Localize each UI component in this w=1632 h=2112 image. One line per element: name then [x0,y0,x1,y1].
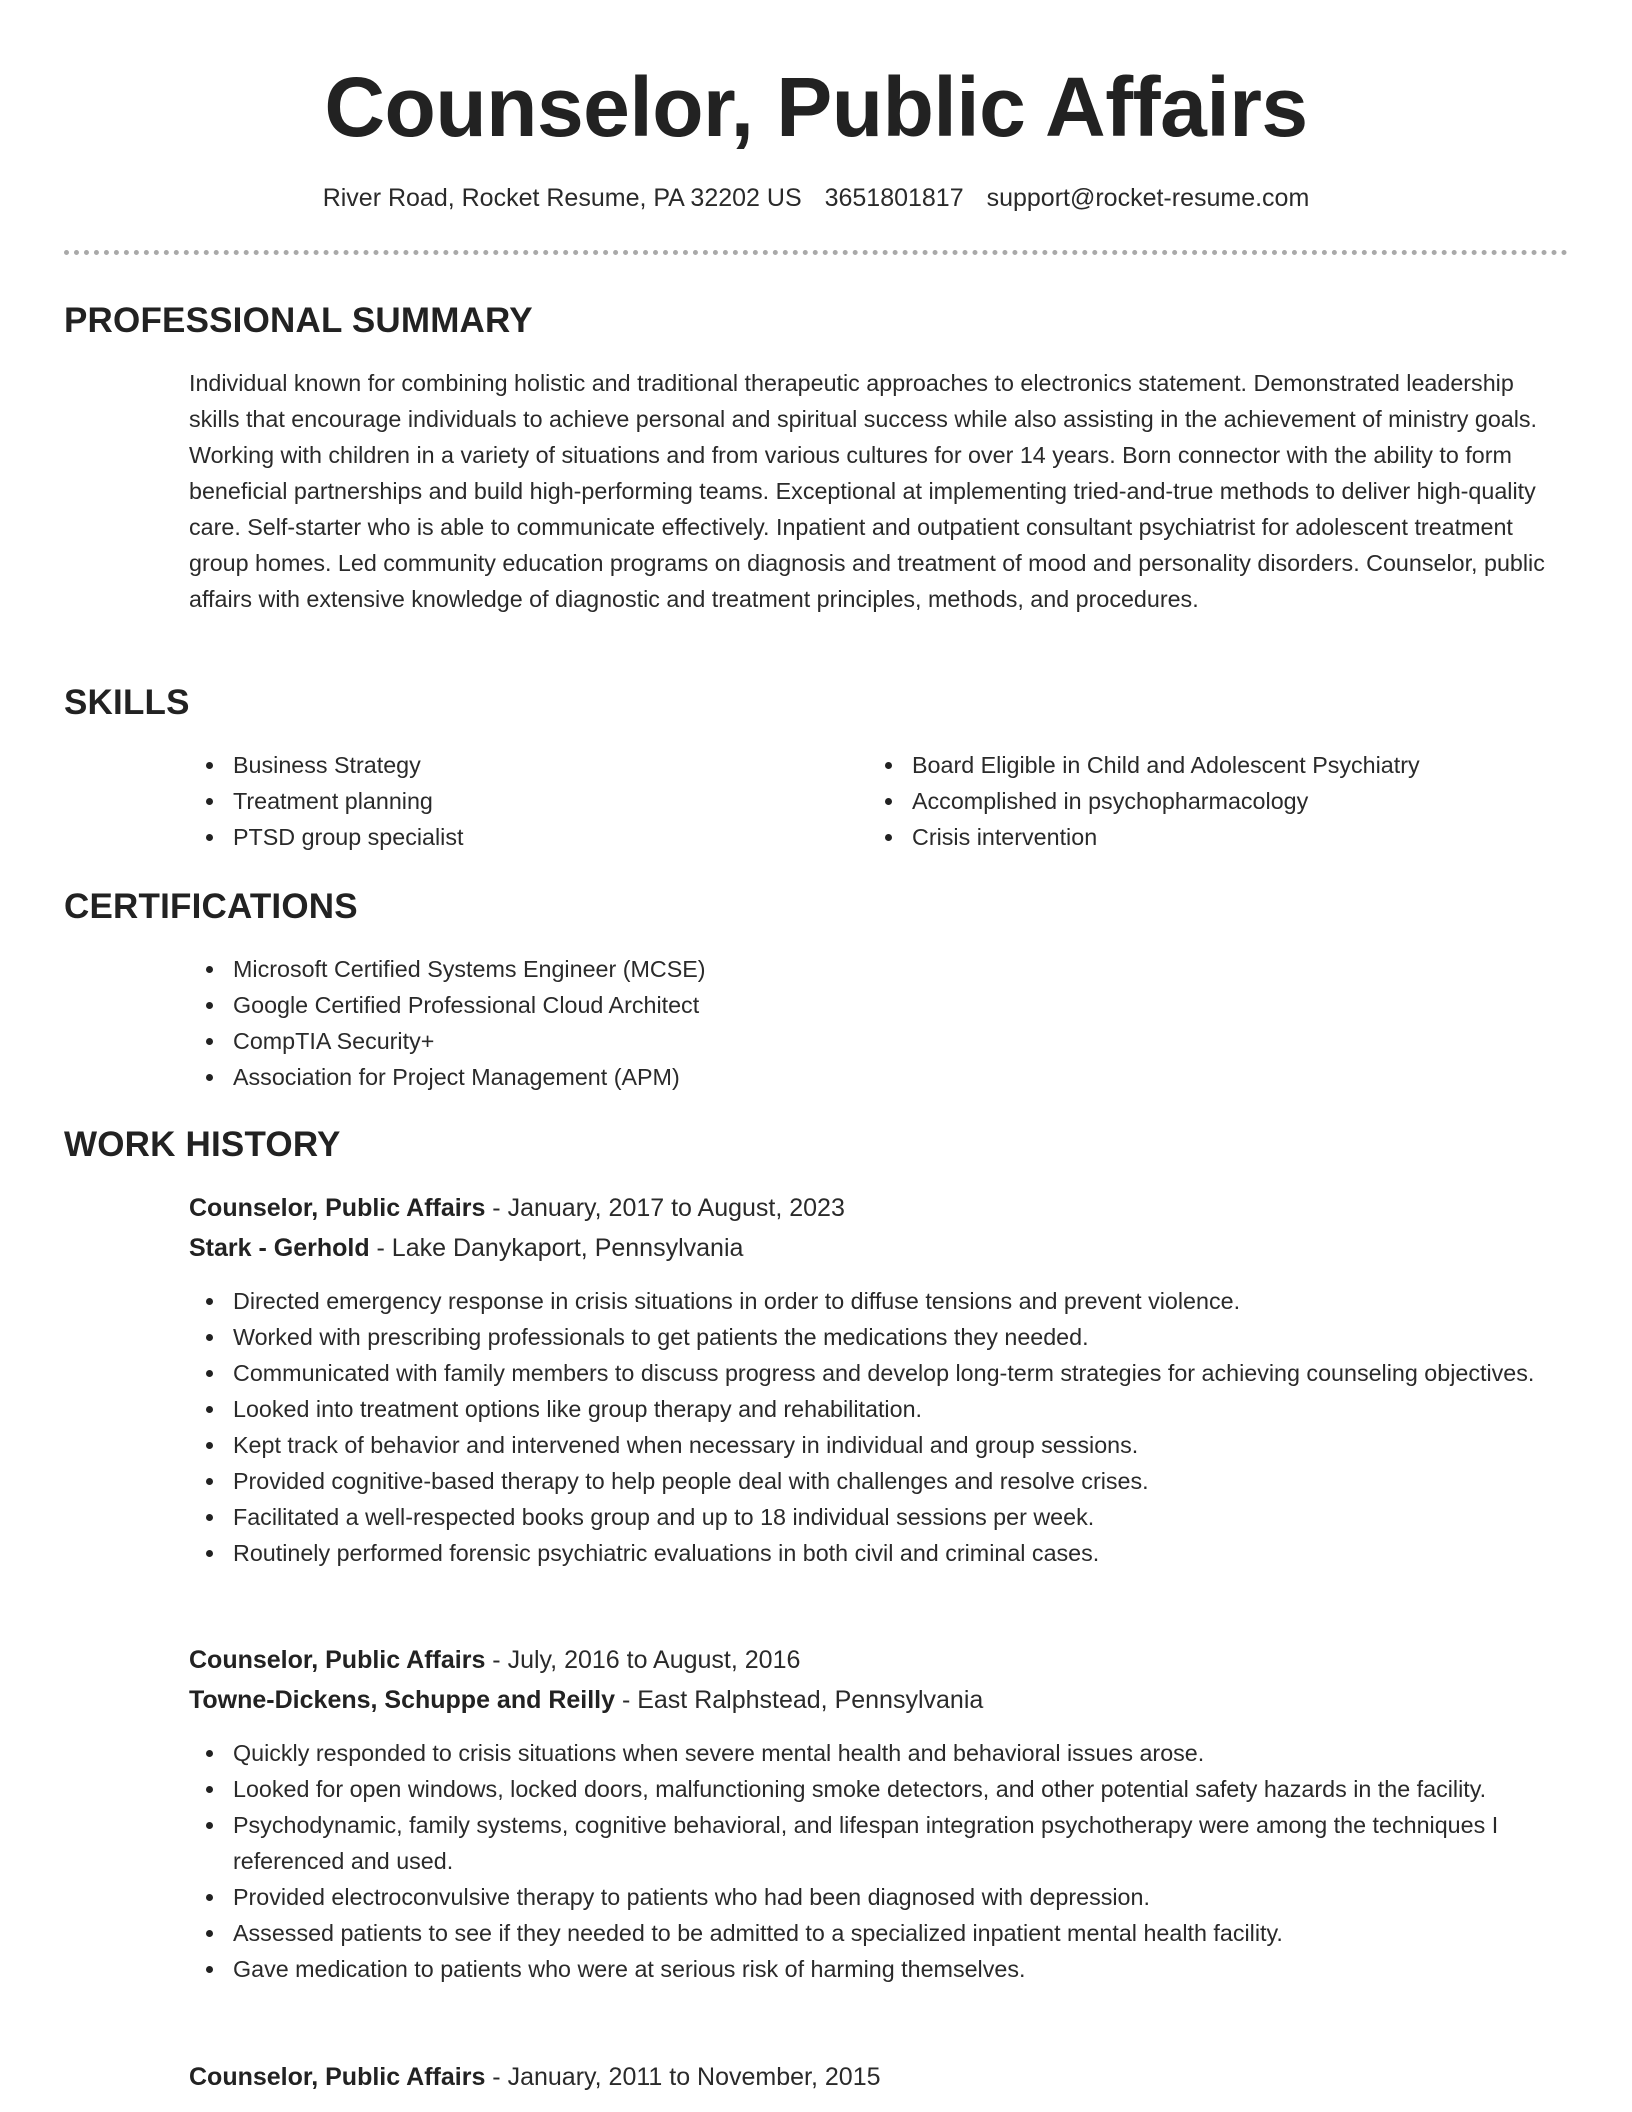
job-role: Counselor, Public Affairs [189,1194,486,1222]
job-duties-list [189,1283,1569,1571]
job-duty-item: Looked into treatment options like group therapy and rehabilitation. [189,1391,1569,1427]
job-duty-item: Communicated with family members to discuss progress and develop long-term strategies for achieving counseling objectives. [189,1355,1569,1391]
job-title-line [189,1190,845,1226]
job-duty-item: Gave medication to patients who were at serious risk of harming themselves. [189,1951,1569,1987]
job-location: - East Ralphstead, Pennsylvania [615,1686,984,1714]
job-duty-item: Looked for open windows, locked doors, malfunctioning smoke detectors, and other potential safety hazards in the facility. [189,1771,1569,1807]
resume-name: Counselor, Public Affairs [324,60,1308,154]
job-company-line [189,1230,743,1266]
contact-address: River Road, Rocket Resume, PA 32202 US [322,184,802,212]
job-company: Towne-Dickens, Schuppe and Reilly [189,1686,616,1714]
certification-item: Google Certified Professional Cloud Architect [189,987,1569,1023]
certification-item: CompTIA Security+ [189,1023,1569,1059]
job-duty-item: Psychodynamic, family systems, cognitive behavioral, and lifespan integration psychotherapy were among the techniques I referenced and used. [189,1807,1569,1879]
skill-item: Business Strategy [189,747,829,783]
certifications-heading: CERTIFICATIONS [64,887,358,926]
certifications-list [189,951,1569,1095]
skill-item: PTSD group specialist [189,819,829,855]
job-duty-item: Assessed patients to see if they needed to be admitted to a specialized inpatient mental health facility. [189,1915,1569,1951]
skills-list-left [189,747,829,855]
job-duty-item: Provided electroconvulsive therapy to patients who had been diagnosed with depression. [189,1879,1569,1915]
job-company-line [189,1682,983,1718]
job-duty-item: Routinely performed forensic psychiatric evaluations in both civil and criminal cases. [189,1535,1569,1571]
skills-heading: SKILLS [64,683,190,722]
job-dates: - January, 2011 to November, 2015 [485,2063,881,2091]
work-history-heading: WORK HISTORY [64,1125,341,1164]
contact-phone: 3651801817 [824,184,964,212]
job-role: Counselor, Public Affairs [189,1646,486,1674]
job-location: - Lake Danykaport, Pennsylvania [369,1234,744,1262]
skill-item: Crisis intervention [868,819,1568,855]
summary-heading: PROFESSIONAL SUMMARY [64,301,533,340]
contact-line [0,180,1632,216]
job-duty-item: Directed emergency response in crisis situations in order to diffuse tensions and prevent violence. [189,1283,1569,1319]
job-role: Counselor, Public Affairs [189,2063,486,2091]
job-title-line [189,2059,881,2095]
skill-item: Board Eligible in Child and Adolescent Psychiatry [868,747,1568,783]
header-divider [64,250,1568,255]
job-title-line [189,1642,800,1678]
skills-list-right [868,747,1568,855]
job-duty-item: Quickly responded to crisis situations when severe mental health and behavioral issues arose. [189,1735,1569,1771]
certification-item: Microsoft Certified Systems Engineer (MCSE) [189,951,1569,987]
job-duties-list [189,1735,1569,1987]
job-duty-item: Facilitated a well-respected books group and up to 18 individual sessions per week. [189,1499,1569,1535]
job-duty-item: Worked with prescribing professionals to get patients the medications they needed. [189,1319,1569,1355]
certification-item: Association for Project Management (APM) [189,1059,1569,1095]
job-duty-item: Kept track of behavior and intervened when necessary in individual and group sessions. [189,1427,1569,1463]
job-duty-item: Provided cognitive-based therapy to help people deal with challenges and resolve crises. [189,1463,1569,1499]
summary-text: Individual known for combining holistic and traditional therapeutic approaches to electronics statement. Demonstrated leadership skills that encourage individuals to achieve personal and spiritual success while also assisting in the achievement of ministry goals. Working with children in a variety of situations and from various cultures for over 14 years. Born connector with the ability to form beneficial partnerships and build high-performing teams. Exceptional at implementing tried-and-true methods to deliver high-quality care. Self-starter who is able to communicate effectively. Inpatient and outpatient consultant psychiatrist for adolescent treatment group homes. Led community education programs on diagnosis and treatment of mood and personality disorders. Counselor, public affairs with extensive knowledge of diagnostic and treatment principles, methods, and procedures. [189,370,1545,612]
job-dates: - July, 2016 to August, 2016 [485,1646,801,1674]
skill-item: Treatment planning [189,783,829,819]
contact-email: support@rocket-resume.com [986,184,1310,212]
skill-item: Accomplished in psychopharmacology [868,783,1568,819]
job-dates: - January, 2017 to August, 2023 [485,1194,845,1222]
job-company: Stark - Gerhold [189,1234,370,1262]
